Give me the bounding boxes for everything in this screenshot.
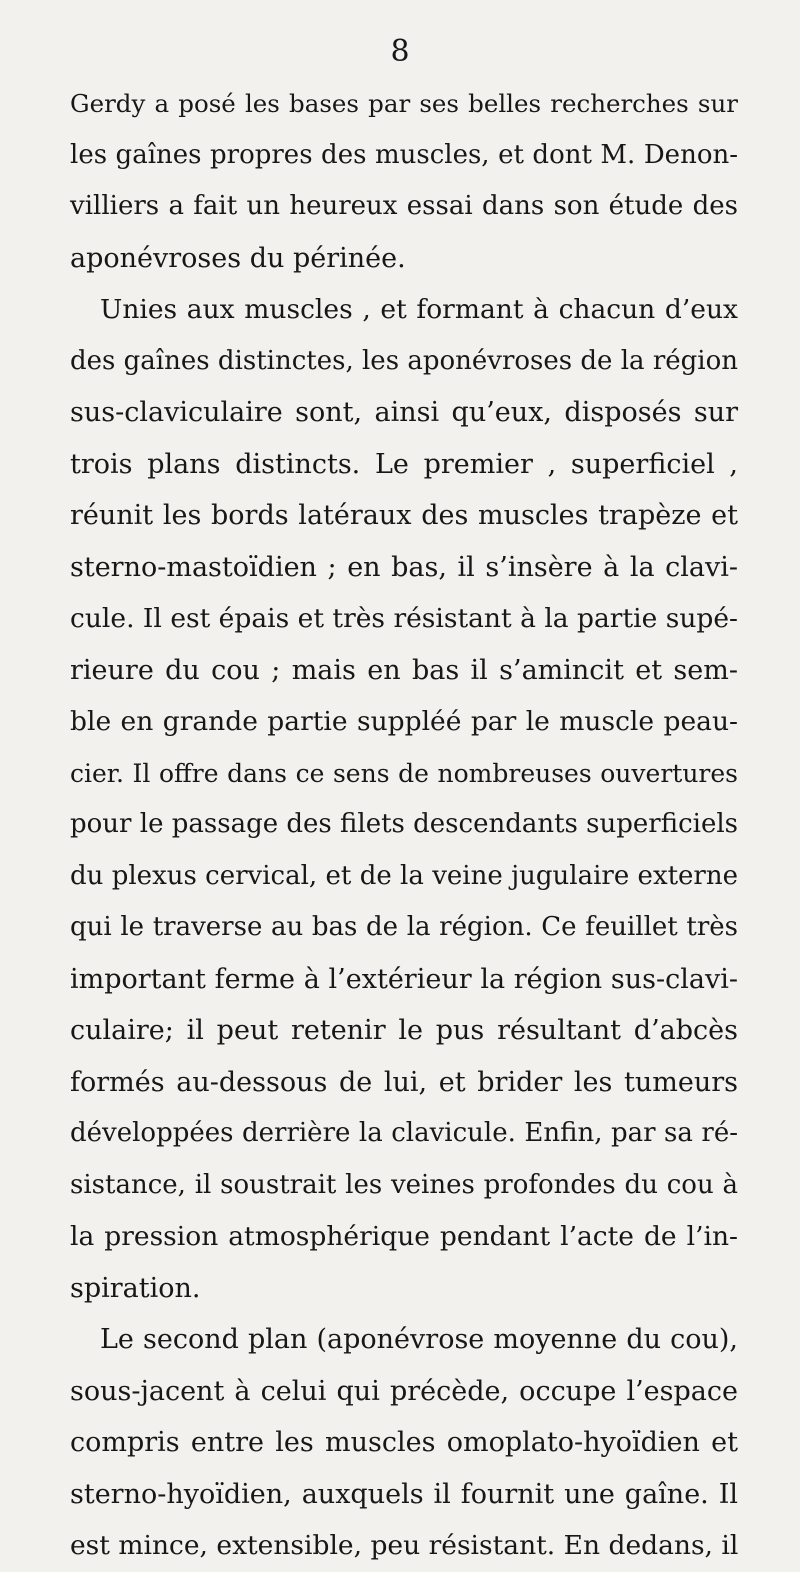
text-line: Gerdy a posé les bases par ses belles recherches sur [70,89,738,118]
text-line: sus-claviculaire sont, ainsi qu’eux, disposés sur [70,397,738,428]
text-line: Unies aux muscles , et formant à chacun d’eux [100,294,738,325]
text-line: la pression atmosphérique pendant l’acte de l’in- [70,1221,738,1252]
text-line: est mince, extensible, peu résistant. En dedans, il [70,1530,739,1561]
text-line: compris entre les muscles omoplato-hyoïdien et [70,1427,738,1458]
text-line: villiers a fait un heureux essai dans son étude des [70,191,738,221]
text-line: développées derrière la clavicule. Enfin, par sa ré- [70,1118,738,1148]
body-text [70,78,738,1572]
text-line: trois plans distincts. Le premier , superficiel , [70,448,738,480]
text-line: sous-jacent à celui qui précède, occupe l’espace [70,1375,738,1407]
text-line: rieure du cou ; mais en bas il s’amincit et sem- [70,654,738,686]
page-number: 8 [390,34,410,69]
text-line: sterno-mastoïdien ; en bas, il s’insère à la clavi- [70,551,738,583]
text-line: réunit les bords latéraux des muscles trapèze et [70,500,738,531]
text-line: qui le traverse au bas de la région. Ce feuillet très [70,912,738,942]
text-line: formés au-dessous de lui, et brider les tumeurs [70,1066,738,1098]
text-line: cier. Il offre dans ce sens de nombreuses ouvertures [70,758,738,788]
text-line: important ferme à l’extérieur la région sus-clavi- [70,963,738,995]
text-line: ble en grande partie suppléé par le muscle peau- [70,706,738,737]
text-line: des gaînes distinctes, les aponévroses de la région [70,345,738,376]
text-line: les gaînes propres des muscles, et dont M. Denon- [70,139,738,170]
text-line: du plexus cervical, et de la veine jugulaire externe [70,860,738,891]
text-line: Le second plan (aponévrose moyenne du cou), [100,1324,738,1355]
text-line: cule. Il est épais et très résistant à la partie supé- [70,603,738,634]
text-line: sistance, il soustrait les veines profondes du cou à [70,1169,738,1200]
text-line: sterno-hyoïdien, auxquels il fournit une gaîne. Il [70,1478,738,1510]
text-line: spiration. [70,1272,201,1304]
text-line: aponévroses du périnée. [70,242,406,274]
text-line: culaire; il peut retenir le pus résultant d’abcès [70,1015,738,1046]
text-line: pour le passage des filets descendants superficiels [70,809,738,839]
